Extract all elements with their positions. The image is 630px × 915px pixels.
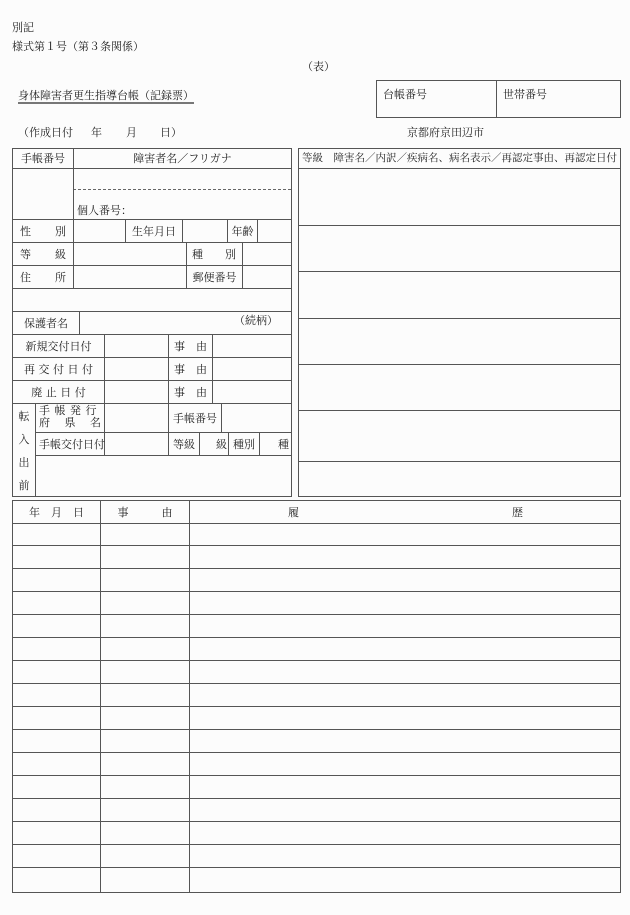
- ledger-number-field[interactable]: [377, 100, 495, 117]
- transfer-type-label: 種別: [233, 437, 255, 451]
- history-date-cell[interactable]: [13, 547, 100, 568]
- history-reason-cell[interactable]: [101, 777, 189, 798]
- transfer-grade-unit[interactable]: 級: [216, 437, 227, 451]
- postal-code-field[interactable]: [243, 266, 291, 288]
- history-detail-cell[interactable]: [190, 662, 620, 683]
- history-date-cell[interactable]: [13, 570, 100, 591]
- age-field[interactable]: [258, 220, 291, 242]
- grade-field[interactable]: [74, 243, 186, 265]
- history-row: [12, 684, 621, 707]
- history-detail-cell[interactable]: [190, 708, 620, 729]
- history-date-cell[interactable]: [13, 731, 100, 752]
- history-detail-cell[interactable]: [190, 593, 620, 614]
- history-date-cell[interactable]: [13, 846, 100, 867]
- type-field[interactable]: [243, 243, 291, 265]
- history-row: [12, 546, 621, 569]
- history-reason-cell[interactable]: [101, 731, 189, 752]
- history-row: [12, 569, 621, 592]
- transfer-type-unit[interactable]: 種: [278, 437, 289, 451]
- grade-label: 等 級: [20, 247, 66, 261]
- reissue-date-field[interactable]: [105, 358, 168, 380]
- creation-date-month: 月: [126, 126, 137, 139]
- disability-row[interactable]: [299, 272, 620, 318]
- history-row: [12, 753, 621, 776]
- history-reason-cell[interactable]: [101, 547, 189, 568]
- history-date-cell[interactable]: [13, 800, 100, 821]
- reissue-reason-field[interactable]: [213, 358, 291, 380]
- disability-row[interactable]: [299, 226, 620, 271]
- history-date-cell[interactable]: [13, 708, 100, 729]
- history-col-reason: 事 由: [117, 505, 173, 519]
- my-number-label: 個人番号：: [77, 204, 132, 217]
- disability-row[interactable]: [299, 411, 620, 461]
- history-row: [12, 523, 621, 546]
- issuing-prefecture-label: 手 帳 発 行 府 県 名: [39, 404, 101, 429]
- history-reason-cell[interactable]: [101, 524, 189, 545]
- transfer-techo-number-field[interactable]: [222, 404, 291, 432]
- history-date-cell[interactable]: [13, 639, 100, 660]
- history-detail-cell[interactable]: [190, 823, 620, 844]
- history-date-cell[interactable]: [13, 754, 100, 775]
- history-detail-cell[interactable]: [190, 616, 620, 637]
- history-detail-cell[interactable]: [190, 869, 620, 890]
- address-line2-field[interactable]: [13, 289, 291, 311]
- abolish-reason-label: 事 由: [174, 385, 207, 399]
- abolish-date-field[interactable]: [105, 381, 168, 403]
- annex-label: 別記: [12, 21, 34, 34]
- history-date-cell[interactable]: [13, 593, 100, 614]
- history-date-cell[interactable]: [13, 823, 100, 844]
- sex-label: 性 別: [20, 224, 66, 238]
- new-issue-reason-field[interactable]: [213, 335, 291, 357]
- disability-table-header: 等級 障害名／内訳／疾病名、病名表示／再認定事由、再認定日付: [302, 152, 617, 165]
- birthdate-label: 生年月日: [132, 224, 176, 238]
- history-detail-cell[interactable]: [190, 547, 620, 568]
- birthdate-field[interactable]: [183, 220, 227, 242]
- age-label: 年齢: [231, 224, 254, 238]
- reissue-reason-label: 事 由: [174, 362, 207, 376]
- creation-date-year: 年: [91, 126, 102, 139]
- transfer-techo-number-label: 手帳番号: [173, 411, 217, 425]
- household-number-field[interactable]: [497, 100, 620, 117]
- name-header: 障害者名／フリガナ: [133, 152, 232, 165]
- history-date-cell[interactable]: [13, 777, 100, 798]
- guardian-field[interactable]: [80, 312, 235, 334]
- transfer-notes-field[interactable]: [36, 456, 291, 496]
- history-reason-cell[interactable]: [101, 800, 189, 821]
- transfer-issue-date-label: 手帳交付日付: [39, 437, 105, 451]
- history-detail-cell[interactable]: [190, 754, 620, 775]
- history-col-history-1: 履: [288, 506, 299, 519]
- creation-date-label: （作成日付: [18, 126, 73, 139]
- history-reason-cell[interactable]: [101, 869, 189, 890]
- history-col-history-2: 歴: [512, 506, 523, 519]
- history-date-cell[interactable]: [13, 869, 100, 890]
- page-title: 身体障害者更生指導台帳（記録票）: [18, 89, 194, 102]
- history-row: [12, 845, 621, 868]
- history-col-date: 年 月 日: [29, 505, 84, 519]
- relation-label: （続柄）: [234, 314, 278, 327]
- disability-row[interactable]: [299, 365, 620, 410]
- issuing-prefecture-field[interactable]: [105, 404, 168, 432]
- new-issue-reason-label: 事 由: [174, 339, 207, 353]
- history-reason-cell[interactable]: [101, 823, 189, 844]
- address-label: 住 所: [20, 270, 66, 284]
- history-date-cell[interactable]: [13, 524, 100, 545]
- history-reason-cell[interactable]: [101, 754, 189, 775]
- history-row: [12, 822, 621, 845]
- guardian-label: 保護者名: [24, 316, 68, 330]
- history-row: [12, 776, 621, 799]
- disability-row[interactable]: [299, 319, 620, 364]
- history-row: [12, 730, 621, 753]
- history-reason-cell[interactable]: [101, 639, 189, 660]
- history-reason-cell[interactable]: [101, 662, 189, 683]
- history-detail-cell[interactable]: [190, 777, 620, 798]
- history-row: [12, 868, 621, 891]
- techo-number-header: 手帳番号: [21, 152, 65, 165]
- history-reason-cell[interactable]: [101, 685, 189, 706]
- name-field[interactable]: [74, 190, 291, 202]
- history-row: [12, 661, 621, 684]
- history-row: [12, 638, 621, 661]
- disability-row[interactable]: [299, 462, 620, 496]
- transfer-side-label: 転 入 出 前: [18, 409, 30, 492]
- history-detail-cell[interactable]: [190, 731, 620, 752]
- history-detail-cell[interactable]: [190, 685, 620, 706]
- history-date-cell[interactable]: [13, 662, 100, 683]
- history-row: [12, 615, 621, 638]
- history-row: [12, 592, 621, 615]
- history-row: [12, 799, 621, 822]
- form-number: 様式第１号（第３条関係）: [12, 40, 144, 53]
- transfer-issue-date-field[interactable]: [105, 433, 168, 455]
- history-date-cell[interactable]: [13, 685, 100, 706]
- history-reason-cell[interactable]: [101, 616, 189, 637]
- reissue-date-label: 再 交 付 日 付: [24, 362, 93, 376]
- abolish-date-label: 廃 止 日 付: [31, 385, 86, 399]
- history-reason-cell[interactable]: [101, 570, 189, 591]
- furigana-field[interactable]: [74, 169, 291, 189]
- transfer-grade-label: 等級: [173, 437, 195, 451]
- municipality: 京都府京田辺市: [407, 126, 484, 139]
- history-row: [12, 707, 621, 730]
- abolish-reason-field[interactable]: [213, 381, 291, 403]
- disability-row[interactable]: [299, 169, 620, 225]
- history-detail-cell[interactable]: [190, 639, 620, 660]
- new-issue-date-field[interactable]: [105, 335, 168, 357]
- history-detail-cell[interactable]: [190, 524, 620, 545]
- history-detail-cell[interactable]: [190, 846, 620, 867]
- history-detail-cell[interactable]: [190, 570, 620, 591]
- creation-date-day: 日）: [160, 126, 182, 139]
- household-number-label: 世帯番号: [503, 88, 547, 101]
- type-label: 種 別: [192, 247, 236, 261]
- history-reason-cell[interactable]: [101, 593, 189, 614]
- history-detail-cell[interactable]: [190, 800, 620, 821]
- history-reason-cell[interactable]: [101, 708, 189, 729]
- side-label: （表）: [302, 60, 335, 73]
- new-issue-date-label: 新規交付日付: [25, 339, 92, 353]
- my-number-field[interactable]: [140, 203, 290, 218]
- history-reason-cell[interactable]: [101, 846, 189, 867]
- history-date-cell[interactable]: [13, 616, 100, 637]
- sex-field[interactable]: [74, 220, 125, 242]
- techo-number-field[interactable]: [13, 169, 73, 219]
- postal-code-label: 郵便番号: [192, 270, 237, 284]
- ledger-number-label: 台帳番号: [383, 88, 427, 101]
